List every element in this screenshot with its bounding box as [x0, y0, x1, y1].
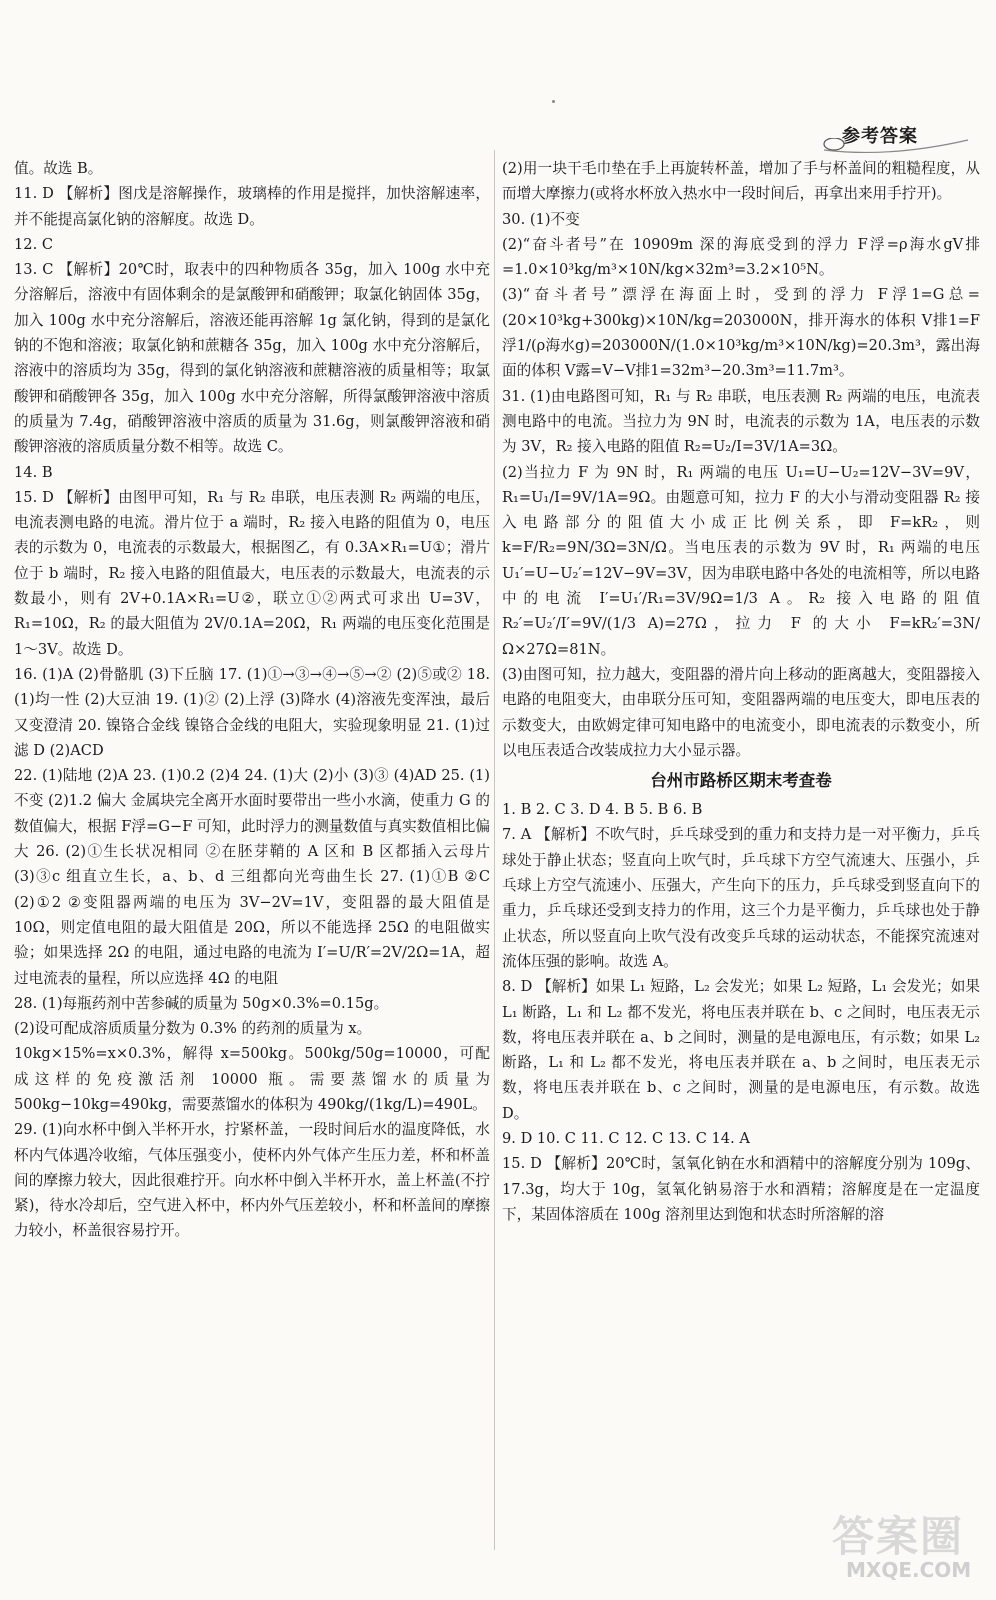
answer-line: (3)“奋斗者号”漂浮在海面上时，受到的浮力 F浮1=G总=(20×10³kg+300kg)×10N/kg=203000N，排开海水的体积 V排1=F浮1/(ρ海水g)=203000N/(1.0×10³kg/m³×10N/kg)=20.3m³，露出海面的体积 V露=V−V排1=32m³−20.3m³=11.7m³。	[502, 286, 980, 380]
answer-line: (2)当拉力 F 为 9N 时，R₁ 两端的电压 U₁=U−U₂=12V−3V=9V，R₁=U₁/I=9V/1A=9Ω。由题意可知，拉力 F 的大小与滑动变阻器 R₂ 接入电路部分的阻值大小成正比例关系，即 F=kR₂，则 k=F/R₂=9N/3Ω=3N/Ω。当电压表的示数为 9V 时，R₁ 两端的电压 U₁′=U−U₂′=12V−9V=3V，因为串联电路中各处的电流相等，所以电路中的电流 I′=U₁′/R₁=3V/9Ω=1/3 A。R₂ 接入电路的阻值 R₂′=U₂′/I′=9V/(1/3 A)=27Ω，拉力 F 的大小 F=kR₂′=3N/Ω×27Ω=81N。	[502, 463, 980, 658]
answer-line: 值。故选 B。	[14, 160, 103, 177]
answer-line: 14. B	[14, 463, 53, 481]
section-title: 台州市路桥区期末考查卷	[650, 771, 832, 791]
answer-line: 1. B 2. C 3. D 4. B 5. B 6. B	[502, 801, 703, 819]
swoosh-decoration-icon	[820, 138, 970, 156]
answer-line: 9. D 10. C 11. C 12. C 13. C 14. A	[502, 1129, 750, 1147]
answer-line: 15. D 【解析】由图甲可知，R₁ 与 R₂ 串联，电压表测 R₂ 两端的电压，电流表测电路的电流。滑片位于 a 端时，R₂ 接入电路的阻值为 0，电压表的示数为 0，电流表的示数最大，根据图乙，有 0.3A×R₁=U①；滑片位于 b 端时，R₂ 接入电路的阻值最大，电压表的示数最大，电流表的示数最小，则有 2V+0.1A×R₁=U②，联立①②两式可求出 U=3V，R₁=10Ω，R₂ 的最大阻值为 2V/0.1A=20Ω，R₁ 两端的电压变化范围是 1～3V。故选 D。	[14, 488, 490, 658]
right-column	[502, 156, 980, 1556]
answer-line: 7. A 【解析】不吹气时，乒乓球受到的重力和支持力是一对平衡力，乒乓球处于静止状态；竖直向上吹气时，乒乓球下方空气流速大、压强小，乒乓球上方空气流速小、压强大，产生向下的压力，乒乓球受到竖直向下的重力，乒乓球还受到支持力的作用，这三个力是平衡力，乒乓球也处于静止状态，所以竖直向上吹气没有改变乒乓球的运动状态，不能探究流速对流体压强的影响。故选 A。	[502, 826, 980, 970]
answer-line: 22. (1)陆地 (2)A 23. (1)0.2 (2)4 24. (1)大 (2)小 (3)③ (4)AD 25. (1)不变 (2)1.2 偏大 金属块完全离开水面时要带出一些小水滴，使重力 G 的数值偏大，根据 F浮=G−F 可知，此时浮力的测量数值与真实数值相比偏大 26. (2)①生长状况相同 ②在胚芽鞘的 A 区和 B 区都插入云母片 (3)③c 组直立生长，a、b、d 三组都向光弯曲生长 27. (1)①B ②C (2)①2 ②变阻器两端的电压为 3V−2V=1V，变阻器的最大阻值是 10Ω，则定值电阻的最大阻值是 20Ω，所以不能选择 25Ω 的电阻做实验；如果选择 2Ω 的电阻，通过电路的电流为 I′=U/R′=2V/2Ω=1A，超过电流表的量程，所以应选择 4Ω 的电阻	[14, 767, 490, 987]
answer-line: (3)由图可知，拉力越大，变阻器的滑片向上移动的距离越大，变阻器接入电路的电阻变大，由串联分压可知，变阻器两端的电压变大，即电压表的示数变大，由欧姆定律可知电路中的电流变小，即电流表的示数变小，所以电压表适合改装成拉力大小显示器。	[502, 665, 980, 759]
answer-line: 11. D 【解析】图戊是溶解操作，玻璃棒的作用是搅拌，加快溶解速率，并不能提高氯化钠的溶解度。故选 D。	[14, 185, 490, 228]
watermark-url: MXQE.COM	[846, 1558, 972, 1582]
answer-line: 15. D 【解析】20℃时，氢氧化钠在水和酒精中的溶解度分别为 109g、17.3g，均大于 10g，氢氧化钠易溶于水和酒精；溶解度是在一定温度下，某固体溶质在 100g 溶剂里达到饱和状态时所溶解的溶	[502, 1155, 980, 1223]
answer-line: (2)“奋斗者号”在 10909m 深的海底受到的浮力 F浮=ρ海水gV排=1.0×10³kg/m³×10N/kg×32m³=3.2×10⁵N。	[502, 235, 980, 279]
answer-line: (2)用一块干毛巾垫在手上再旋转杯盖，增加了手与杯盖间的粗糙程度，从而增大摩擦力(或将水杯放入热水中一段时间后，再拿出来用手拧开)。	[502, 160, 980, 203]
answer-line: 30. (1)不变	[502, 210, 580, 228]
header-badge-text: 参考答案	[842, 126, 918, 147]
answer-line: 31. (1)由电路图可知，R₁ 与 R₂ 串联，电压表测 R₂ 两端的电压，电流表测电路中的电流。当拉力为 9N 时，电流表的示数为 1A，电压表的示数为 3V，R₂ 接入电路的阻值 R₂=U₂/I=3V/1A=3Ω。	[502, 387, 980, 456]
answer-line: 8. D 【解析】如果 L₁ 短路，L₂ 会发光；如果 L₂ 短路，L₁ 会发光；如果 L₁ 断路，L₁ 和 L₂ 都不发光，将电压表并联在 b、c 之间时，电压表无示数，将电压表并联在 a、b 之间时，测量的是电源电压，有示数；如果 L₂ 断路，L₁ 和 L₂ 都不发光，将电压表并联在 a、b 之间时，电压表无示数，将电压表并联在 b、c 之间时，测量的是电源电压，有示数。故选 D。	[502, 978, 980, 1122]
answer-line: 29. (1)向水杯中倒入半杯开水，拧紧杯盖，一段时间后水的温度降低，水杯内气体遇冷收缩，气体压强变小，使杯内外气体产生压力差，杯和杯盖间的摩擦力较大，因此很难拧开。向水杯中倒入半杯开水，盖上杯盖(不拧紧)，待水冷却后，空气进入杯中，杯内外气压差较小，杯和杯盖间的摩擦力较小，杯盖很容易拧开。	[14, 1121, 490, 1240]
answer-line: 10kg×15%=x×0.3%，解得 x=500kg。500kg/50g=10000，可配成这样的免疫激活剂 10000 瓶。需要蒸馏水的质量为 500kg−10kg=490kg，需要蒸馏水的体积为 490kg/(1kg/L)=490L。	[14, 1045, 490, 1113]
scan-dot	[552, 100, 555, 103]
watermark-logo	[826, 1500, 976, 1590]
answer-line: 28. (1)每瓶药剂中苦参碱的质量为 50g×0.3%=0.15g。	[14, 994, 389, 1012]
answer-line: 13. C 【解析】20℃时，取表中的四种物质各 35g，加入 100g 水中充分溶解后，溶液中有固体剩余的是氯酸钾和硝酸钾；取氯化钠固体 35g，加入 100g 水中充分溶解后，溶液还能再溶解 1g 氯化钠，得到的是氯化钠的不饱和溶液；取氯化钠和蔗糖各 35g，加入 100g 水中充分溶解后，溶液中的溶质均为 35g，得到的氯化钠溶液和蔗糖溶液的质量相等；取氯酸钾和硝酸钾各 35g，加入 100g 水中充分溶解，所得氯酸钾溶液中溶质的质量为 7.4g，硝酸钾溶液中溶质的质量为 31.6g，则氯酸钾溶液和硝酸钾溶液的溶质质量分数不相等。故选 C。	[14, 261, 490, 456]
left-column	[14, 156, 490, 1556]
answer-line: 12. C	[14, 235, 54, 253]
column-divider	[494, 150, 495, 1550]
watermark-title: 答案圈	[832, 1512, 965, 1561]
answer-line: (2)设可配成溶质质量分数为 0.3% 的药剂的质量为 x。	[14, 1020, 372, 1038]
answer-line: 16. (1)A (2)骨骼肌 (3)下丘脑 17. (1)①→③→④→⑤→② (2)⑤或② 18. (1)均一性 (2)大豆油 19. (1)② (2)上浮 (3)降水 (4)溶液先变浑浊，最后又变澄清 20. 镍铬合金线 镍铬合金线的电阻大，实验现象明显 21. (1)过滤 D (2)ACD	[14, 665, 490, 759]
header-badge	[820, 118, 970, 156]
